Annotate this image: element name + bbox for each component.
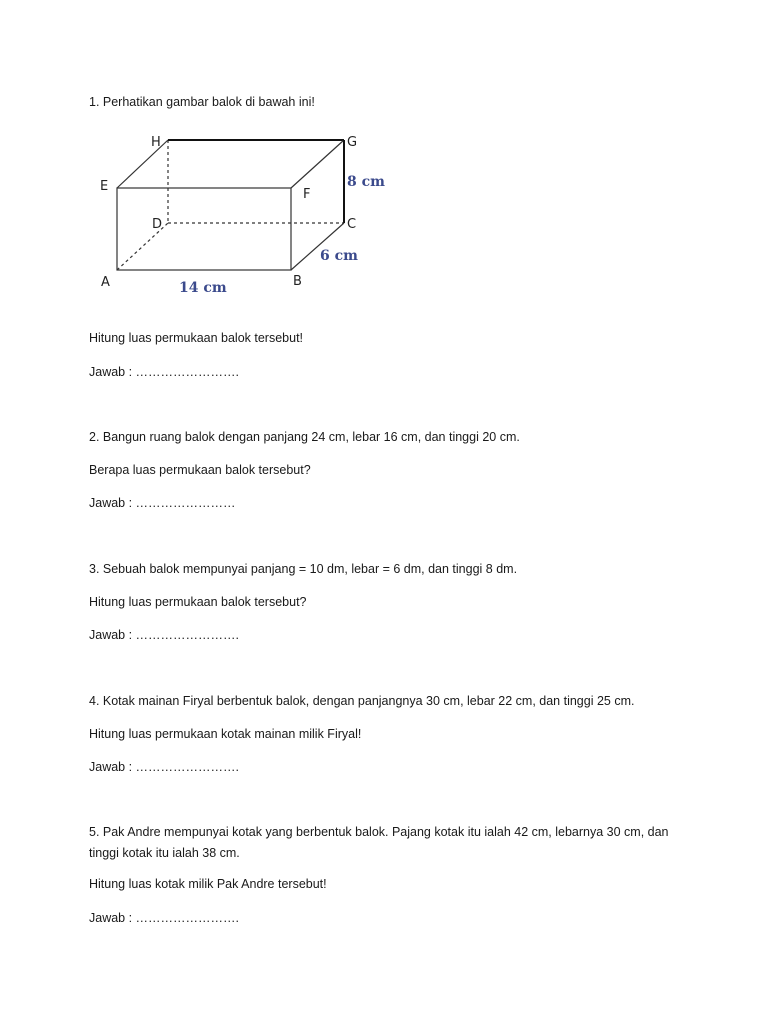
front-face-ABFE [117,188,291,270]
question-3-statement: 3. Sebuah balok mempunyai panjang = 10 dm, lebar = 6 dm, dan tinggi 8 dm. [89,562,518,576]
width-label: 6 cm [320,248,358,264]
vertex-label-H: H [151,135,161,150]
edge-FG [291,140,344,188]
question-1-answer: Jawab : ……………………. [89,365,240,379]
length-label: 14 cm [179,280,227,296]
question-3-answer: Jawab : ……………………. [89,628,240,642]
vertex-label-F: F [303,187,311,202]
question-2-answer: Jawab : …………………… [89,496,236,510]
vertex-label-E: E [100,179,109,194]
vertex-label-G: G [347,135,358,150]
vertex-label-B: B [293,274,302,289]
question-5-statement: 5. Pak Andre mempunyai kotak yang berbentuk balok. Pajang kotak itu ialah 42 cm, lebarnya 30 cm, dan tinggi kotak itu ialah 38 cm. [89,825,669,860]
vertex-label-C: C [347,217,357,232]
question-5-prompt: Hitung luas kotak milik Pak Andre tersebut! [89,877,327,891]
question-5-answer: Jawab : ……………………. [89,911,240,925]
question-1-prompt: Hitung luas permukaan balok tersebut! [89,331,304,345]
question-1-intro: 1. Perhatikan gambar balok di bawah ini! [89,95,315,109]
question-4-answer: Jawab : ……………………. [89,760,240,774]
question-3-prompt: Hitung luas permukaan balok tersebut? [89,595,307,609]
vertex-label-D: D [152,217,163,232]
question-4-statement: 4. Kotak mainan Firyal berbentuk balok, dengan panjangnya 30 cm, lebar 22 cm, dan tinggi 25 cm. [89,694,635,708]
question-4-prompt: Hitung luas permukaan kotak mainan milik Firyal! [89,727,362,741]
vertex-label-A: A [101,275,110,290]
cuboid-figure [95,128,395,300]
question-2-prompt: Berapa luas permukaan balok tersebut? [89,463,311,477]
height-label: 8 cm [347,174,385,190]
question-2-statement: 2. Bangun ruang balok dengan panjang 24 cm, lebar 16 cm, dan tinggi 20 cm. [89,430,520,444]
